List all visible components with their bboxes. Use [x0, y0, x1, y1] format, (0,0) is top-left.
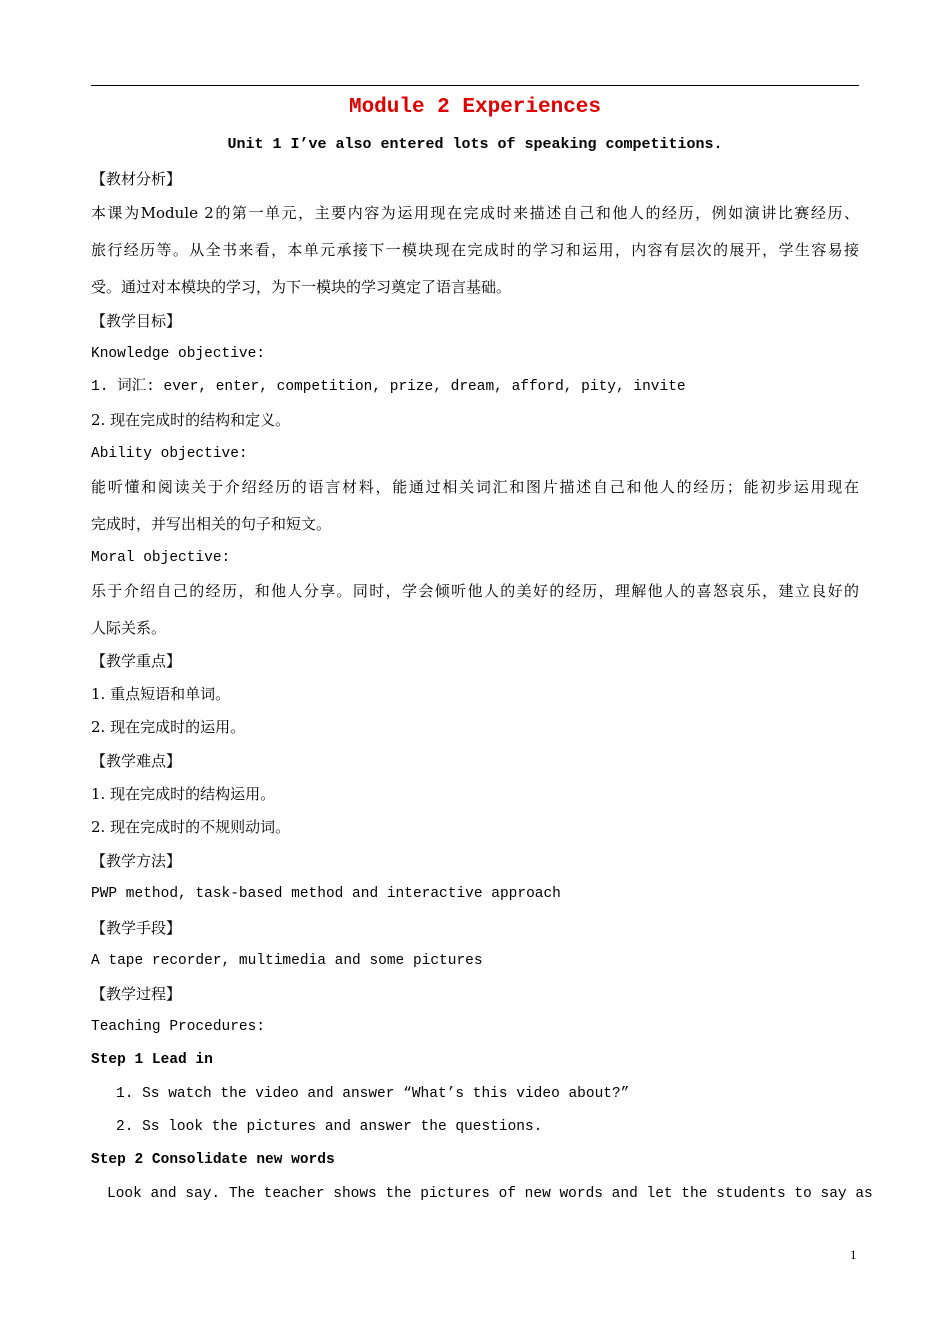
step2-title: Step 2 Consolidate new words — [91, 1152, 335, 1168]
method-text: PWP method, task-based method and interactive approach — [91, 886, 561, 902]
analysis-heading: 【教材分析】 — [91, 170, 182, 188]
knowledge-objective-label: Knowledge objective: — [91, 346, 266, 362]
means-heading: 【教学手段】 — [91, 919, 182, 937]
knowledge-item: 1. 词汇: ever, enter, competition, prize, dream, afford, pity, invite — [91, 379, 686, 395]
analysis-paragraph-line: 本课为Module 2的第一单元，主要内容为运用现在完成时来描述自己和他人的经历，例如演讲比赛经历、 — [91, 204, 859, 222]
step1-item: 2. Ss look the pictures and answer the questions. — [116, 1119, 543, 1135]
step1-item: 1. Ss watch the video and answer “What’s this video about?” — [116, 1086, 630, 1102]
key-points-heading: 【教学重点】 — [91, 652, 182, 670]
ability-paragraph-line: 能听懂和阅读关于介绍经历的语言材料，能通过相关词汇和图片描述自己和他人的经历；能初步运用现在 — [91, 478, 859, 496]
step2-text: Look and say. The teacher shows the pictures of new words and let the students to say as — [107, 1186, 873, 1202]
page-number: 1 — [850, 1247, 857, 1262]
ability-paragraph-line: 完成时，并写出相关的句子和短文。 — [91, 515, 332, 533]
difficult-points-heading: 【教学难点】 — [91, 752, 182, 770]
knowledge-item: 2. 现在完成时的结构和定义。 — [91, 411, 291, 429]
step1-title: Step 1 Lead in — [91, 1052, 213, 1068]
header-rule — [91, 85, 859, 86]
analysis-paragraph-line: 受。通过对本模块的学习，为下一模块的学习奠定了语言基础。 — [91, 278, 512, 296]
key-point-item: 1. 重点短语和单词。 — [91, 685, 231, 703]
page-title: Module 2 Experiences — [348, 96, 602, 119]
moral-paragraph-line: 人际关系。 — [91, 619, 167, 637]
unit-subtitle: Unit 1 I’ve also entered lots of speaking competitions. — [227, 136, 723, 153]
difficult-point-item: 2. 现在完成时的不规则动词。 — [91, 818, 291, 836]
moral-objective-label: Moral objective: — [91, 550, 231, 566]
analysis-paragraph-line: 旅行经历等。从全书来看，本单元承接下一模块现在完成时的学习和运用，内容有层次的展开，学生容易接 — [91, 241, 859, 259]
difficult-point-item: 1. 现在完成时的结构运用。 — [91, 785, 276, 803]
key-point-item: 2. 现在完成时的运用。 — [91, 718, 246, 736]
means-text: A tape recorder, multimedia and some pictures — [91, 953, 483, 969]
moral-paragraph-line: 乐于介绍自己的经历，和他人分享。同时，学会倾听他人的美好的经历，理解他人的喜怒哀乐，建立良好的 — [91, 582, 859, 600]
goals-heading: 【教学目标】 — [91, 312, 182, 330]
procedures-label: Teaching Procedures: — [91, 1019, 266, 1035]
ability-objective-label: Ability objective: — [91, 446, 248, 462]
process-heading: 【教学过程】 — [91, 985, 182, 1003]
method-heading: 【教学方法】 — [91, 852, 182, 870]
